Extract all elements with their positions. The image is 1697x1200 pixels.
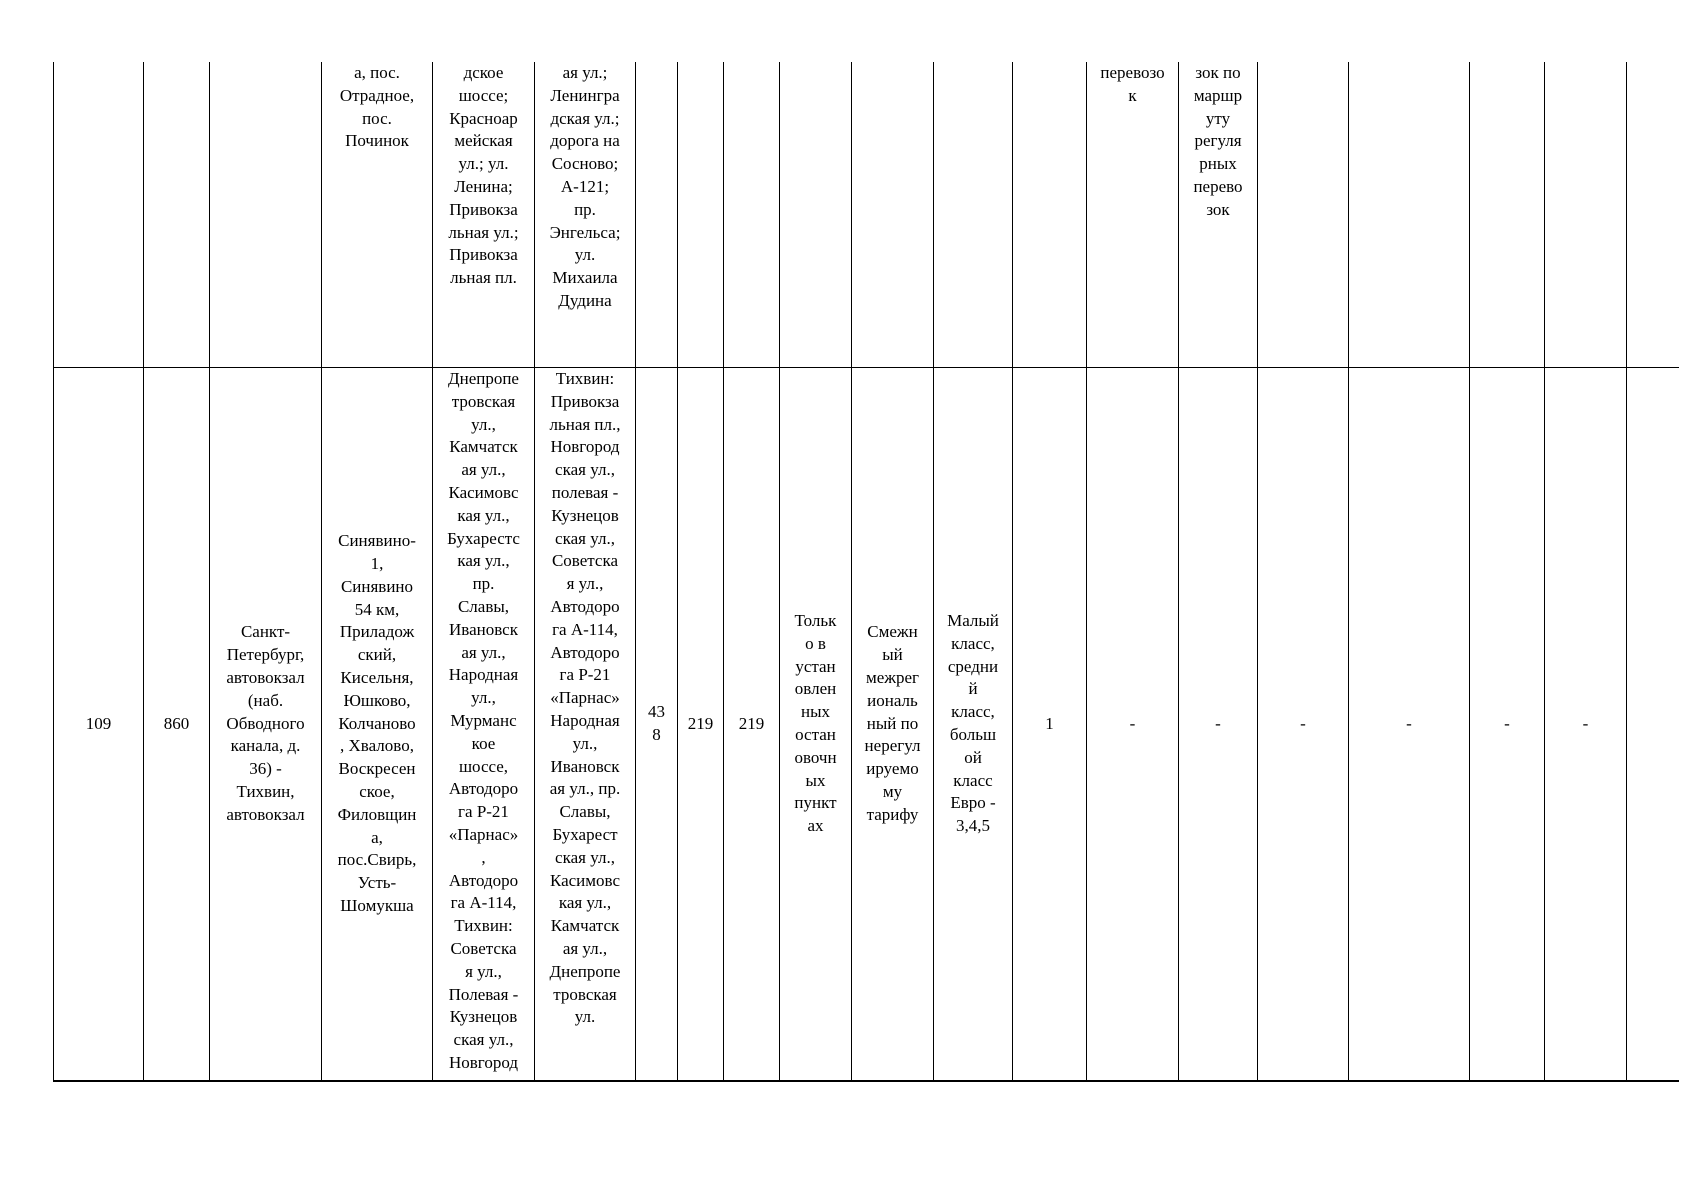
length-total-text: 43 8	[648, 702, 665, 744]
cell-streets-forward	[433, 62, 535, 368]
cell-streets-forward	[433, 368, 535, 1082]
streets-forward-text: дское шоссе; Красноар мейская ул.; ул. Ленина; Привокза льная ул.; Привокза льная пл.	[448, 63, 519, 288]
cell-col-14	[1087, 62, 1179, 368]
streets-backward-text: ая ул.; Ленингра дская ул.; дорога на Сосново; А-121; пр. Энгельса; ул. Михаила Дудина	[549, 63, 621, 310]
vehicle-class-text: Малый класс, средни й класс, больш ой класс Евро - 3,4,5	[947, 611, 999, 836]
cell-col-19	[1545, 62, 1627, 368]
cell-col-17	[1349, 368, 1470, 1082]
streets-forward-text: Днепропе тровская ул., Камчатск ая ул., Касимовс кая ул., Бухарестс кая ул., пр. Славы, Ивановск ая ул., Народная ул., Мурманс кое шоссе, Автодоро га Р-21 «Парнас» , Автодоро га А-114, Тихвин: Советска я ул., Полевая - Кузнецов ская ул., Новгород	[447, 369, 520, 1072]
cell-length-backward	[724, 62, 780, 368]
cell-carriage-type	[852, 62, 934, 368]
streets-backward-text: Тихвин: Привокза льная пл., Новгород ская ул., полевая - Кузнецов ская ул., Советска я ул., Автодоро га А-114, Автодоро га Р-21 «Парнас» Народная ул., Ивановск ая ул., пр. Славы, Бухарест ская ул., Касимовс кая ул., Камчатск ая ул., Днепропе тровская ул.	[549, 369, 621, 1027]
cell-reg-number	[54, 62, 144, 368]
cell-col-16	[1258, 62, 1349, 368]
cell-route-number	[144, 62, 210, 368]
cell-length-backward	[724, 368, 780, 1082]
col-16-text: -	[1300, 713, 1306, 733]
cell-settlements	[322, 368, 433, 1082]
settlements-text: а, пос. Отрадное, пос. Починок	[339, 63, 415, 151]
cell-col-15	[1179, 368, 1258, 1082]
cell-col-18	[1470, 62, 1545, 368]
cell-boarding-order	[780, 62, 852, 368]
route-register-table	[53, 62, 1679, 1082]
cell-col-14	[1087, 368, 1179, 1082]
cell-route-number	[144, 368, 210, 1082]
cell-reg-number	[54, 368, 144, 1082]
cell-vehicle-count	[1013, 62, 1087, 368]
cell-vehicle-class	[934, 62, 1013, 368]
vehicle-count-text: 1	[1045, 713, 1054, 733]
cell-col-17	[1349, 62, 1470, 368]
cell-length-total	[636, 368, 678, 1082]
col-15-text: -	[1215, 713, 1221, 733]
cell-length-total	[636, 62, 678, 368]
cell-length-forward	[678, 62, 724, 368]
cell-vehicle-count	[1013, 368, 1087, 1082]
table-row-route-860	[54, 368, 1679, 1082]
col-18-text: -	[1504, 713, 1510, 733]
cell-length-forward	[678, 368, 724, 1082]
carriage-type-text: Смежн ый межрег иональ ный по нерегул ируемо му тарифу	[864, 622, 921, 824]
col-19-text: -	[1582, 713, 1589, 733]
cell-vehicle-class	[934, 368, 1013, 1082]
table-row-continuation	[54, 62, 1679, 368]
cell-route-name	[210, 368, 322, 1082]
length-forward-text: 219	[687, 713, 714, 733]
cell-col-20	[1627, 368, 1679, 1082]
length-backward-text: 219	[738, 713, 765, 733]
cell-col-16	[1258, 368, 1349, 1082]
settlements-text: Синявино- 1, Синявино 54 км, Приладож ский, Кисельня, Юшково, Колчаново , Хвалово, Воскресен ское, Филовщин а, пос.Свирь, Усть- Шомукша	[337, 531, 417, 915]
cell-streets-backward	[535, 368, 636, 1082]
carriage-type-text: перевозо к	[1100, 63, 1165, 105]
cell-carriage-type	[852, 368, 934, 1082]
cell-boarding-order	[780, 368, 852, 1082]
cell-route-name	[210, 62, 322, 368]
col-14-text: -	[1129, 713, 1136, 733]
cell-settlements	[322, 62, 433, 368]
cell-col-20	[1627, 62, 1679, 368]
carriage-basis-text: зок по маршр уту регуля рных перево зок	[1193, 63, 1243, 219]
cell-col-19	[1545, 368, 1627, 1082]
cell-col-15	[1179, 62, 1258, 368]
route-name-text: Санкт- Петербург, автовокзал (наб. Обводного канала, д. 36) - Тихвин, автовокзал	[226, 622, 305, 824]
cell-streets-backward	[535, 62, 636, 368]
reg-number-text: 109	[85, 713, 112, 733]
route-number-text: 860	[163, 713, 190, 733]
col-17-text: -	[1406, 713, 1412, 733]
cell-col-18	[1470, 368, 1545, 1082]
boarding-order-text: Тольк о в устан овлен ных остан овочн ых пункт ах	[794, 611, 837, 836]
